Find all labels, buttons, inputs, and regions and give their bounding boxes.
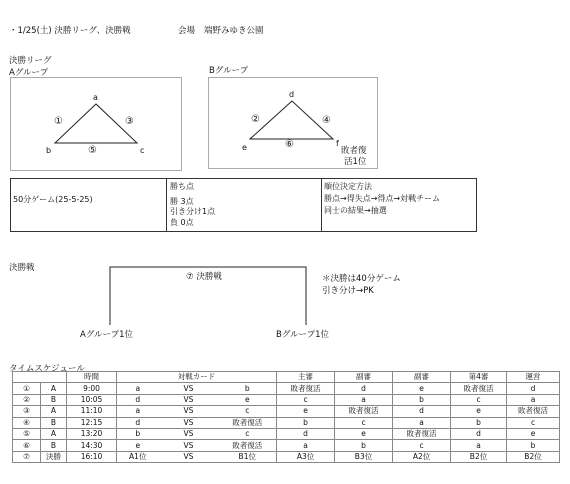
group-b-node-left: e: [242, 143, 247, 152]
cell-group: 決勝: [41, 451, 67, 462]
cell-sub-ref-1: d: [335, 383, 393, 394]
cell-main-ref: c: [277, 394, 335, 405]
cell-sub-ref-2: 敗者復活: [393, 428, 451, 439]
cell-main-ref: 敗者復活: [277, 383, 335, 394]
schedule-heading: タイムスケジュール: [9, 364, 85, 374]
cell-admin: c: [507, 417, 560, 428]
cell-match-number: ⑥: [13, 440, 41, 451]
group-a-node-left: b: [46, 146, 52, 155]
cell-vs-label: VS: [159, 440, 219, 451]
venue-name: 端野みゆき公園: [204, 26, 264, 36]
cell-home-team: d: [117, 417, 159, 428]
cell-vs-label: VS: [159, 383, 219, 394]
cell-sub-ref-1: a: [335, 394, 393, 405]
cell-admin: b: [507, 440, 560, 451]
cell-time: 16:10: [67, 451, 117, 462]
cell-match-number: ④: [13, 417, 41, 428]
cell-vs-label: VS: [159, 428, 219, 439]
cell-sub-ref-2: c: [393, 440, 451, 451]
table-row: [13, 406, 560, 417]
ranking-line2: 同士の結果→抽選: [324, 206, 387, 215]
cell-sub-ref-2: b: [393, 394, 451, 405]
points-loss: 負 0点: [170, 218, 194, 227]
group-b-note-line1: 敗者復: [341, 146, 367, 156]
cell-fourth-official: B2位: [451, 451, 507, 462]
cell-group: B: [41, 417, 67, 428]
cell-sub-ref-2: d: [393, 406, 451, 417]
rules-box: [10, 178, 477, 232]
cell-sub-ref-2: a: [393, 417, 451, 428]
table-row: [13, 383, 560, 394]
group-b-triangle: [250, 101, 333, 139]
game-format: 50分ゲーム(25-5-25): [13, 195, 93, 204]
cell-sub-ref-1: e: [335, 428, 393, 439]
cell-admin: a: [507, 394, 560, 405]
cell-main-ref: e: [277, 406, 335, 417]
schedule-header-row: [13, 372, 560, 383]
group-b-node-top: d: [289, 90, 295, 99]
ranking-title: 順位決定方法: [324, 182, 372, 191]
cell-group: A: [41, 383, 67, 394]
group-a-edge-left: ①: [54, 116, 63, 127]
cell-vs-label: VS: [159, 417, 219, 428]
header-sub-ref-1: 副審: [335, 372, 393, 383]
points-win: 勝 3点: [170, 197, 194, 206]
cell-sub-ref-1: b: [335, 440, 393, 451]
cell-admin: e: [507, 428, 560, 439]
group-a-edge-bottom: ⑤: [88, 145, 97, 156]
cell-vs-label: VS: [159, 451, 219, 462]
table-row: [13, 440, 560, 451]
cell-group: B: [41, 394, 67, 405]
date-title: ・1/25(土) 決勝リーグ、決勝戦: [9, 26, 131, 36]
header-main-ref: 主審: [277, 372, 335, 383]
cell-group: A: [41, 406, 67, 417]
cell-home-team: b: [117, 428, 159, 439]
points-title: 勝ち点: [170, 182, 194, 191]
group-b-label: Bグループ: [209, 66, 249, 76]
cell-match-number: ⑦: [13, 451, 41, 462]
header-sub-ref-2: 副審: [393, 372, 451, 383]
cell-main-ref: b: [277, 417, 335, 428]
cell-home-team: a: [117, 383, 159, 394]
cell-fourth-official: c: [451, 394, 507, 405]
cell-admin: 敗者復活: [507, 406, 560, 417]
cell-main-ref: a: [277, 440, 335, 451]
points-draw: 引き分け1点: [170, 207, 216, 216]
group-b-note-line2: 活1位: [344, 157, 367, 167]
group-b-node-right: f: [336, 139, 339, 148]
cell-sub-ref-2: e: [393, 383, 451, 394]
group-a-edge-right: ③: [125, 116, 134, 127]
table-row: [13, 417, 560, 428]
final-match-label: ⑦ 決勝戦: [186, 272, 222, 282]
group-b-edge-bottom: ⑥: [285, 139, 294, 150]
cell-home-team: d: [117, 394, 159, 405]
cell-admin: d: [507, 383, 560, 394]
cell-match-number: ②: [13, 394, 41, 405]
cell-away-team: c: [219, 406, 277, 417]
cell-time: 9:00: [67, 383, 117, 394]
final-note-2: 引き分け→PK: [322, 286, 374, 296]
cell-fourth-official: d: [451, 428, 507, 439]
header-fourth: 第4審: [451, 372, 507, 383]
league-heading: 決勝リーグ: [9, 56, 52, 66]
cell-home-team: A1位: [117, 451, 159, 462]
final-note-1: ＊決勝は40分ゲーム: [322, 274, 401, 284]
cell-away-team: B1位: [219, 451, 277, 462]
cell-match-number: ⑤: [13, 428, 41, 439]
schedule-table: [12, 371, 560, 463]
cell-vs-label: VS: [159, 406, 219, 417]
cell-fourth-official: a: [451, 440, 507, 451]
cell-fourth-official: e: [451, 406, 507, 417]
cell-sub-ref-1: c: [335, 417, 393, 428]
group-b-edge-right: ④: [322, 115, 331, 126]
cell-group: B: [41, 440, 67, 451]
cell-sub-ref-2: A2位: [393, 451, 451, 462]
cell-sub-ref-1: B3位: [335, 451, 393, 462]
cell-time: 14:30: [67, 440, 117, 451]
header-blank: [13, 372, 67, 383]
cell-home-team: a: [117, 406, 159, 417]
cell-fourth-official: 敗者復活: [451, 383, 507, 394]
cell-away-team: 敗者復活: [219, 440, 277, 451]
final-left-team: Aグループ1位: [80, 330, 134, 340]
cell-group: A: [41, 428, 67, 439]
cell-time: 10:05: [67, 394, 117, 405]
cell-match-number: ①: [13, 383, 41, 394]
cell-time: 13:20: [67, 428, 117, 439]
table-row: [13, 394, 560, 405]
cell-match-number: ③: [13, 406, 41, 417]
cell-main-ref: d: [277, 428, 335, 439]
cell-away-team: 敗者復活: [219, 417, 277, 428]
cell-sub-ref-1: 敗者復活: [335, 406, 393, 417]
cell-main-ref: A3位: [277, 451, 335, 462]
table-row: [13, 451, 560, 462]
group-a-label: Aグループ: [9, 68, 49, 78]
group-a-node-top: a: [93, 93, 98, 102]
venue-label: 会場: [178, 26, 196, 36]
header-admin: 運営: [507, 372, 560, 383]
final-right-team: Bグループ1位: [276, 330, 330, 340]
cell-home-team: e: [117, 440, 159, 451]
cell-away-team: e: [219, 394, 277, 405]
header-time: 時間: [67, 372, 117, 383]
cell-vs-label: VS: [159, 394, 219, 405]
cell-time: 12:15: [67, 417, 117, 428]
cell-away-team: c: [219, 428, 277, 439]
final-heading: 決勝戦: [9, 263, 35, 273]
cell-admin: B2位: [507, 451, 560, 462]
ranking-line1: 勝点→得失点→得点→対戦チーム: [324, 194, 441, 203]
group-a-node-right: c: [140, 146, 145, 155]
cell-fourth-official: b: [451, 417, 507, 428]
table-row: [13, 428, 560, 439]
cell-away-team: b: [219, 383, 277, 394]
header-card: 対戦カード: [117, 372, 277, 383]
cell-time: 11:10: [67, 406, 117, 417]
group-b-edge-left: ②: [251, 114, 260, 125]
